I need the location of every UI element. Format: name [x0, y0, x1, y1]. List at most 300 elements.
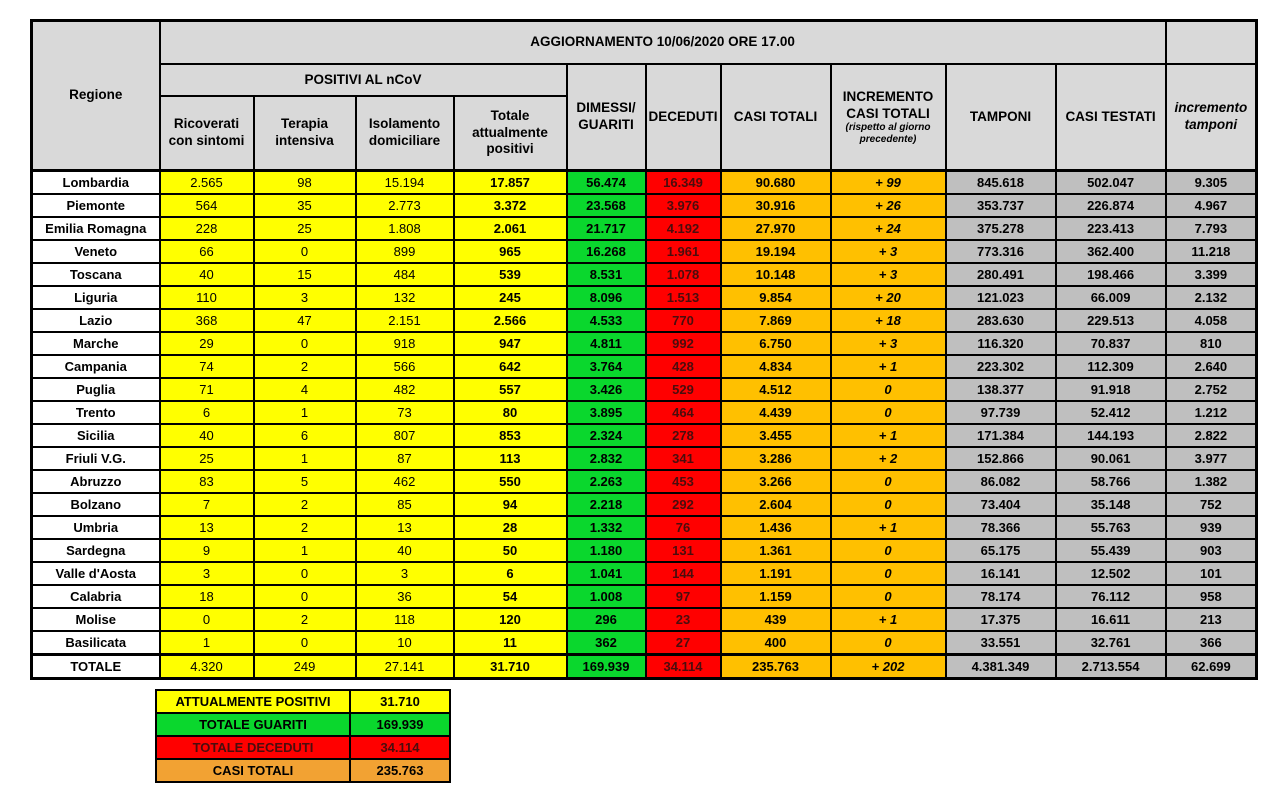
isolamento-value: 462	[356, 470, 454, 493]
casi-testati-value: 90.061	[1056, 447, 1166, 470]
dimessi-value: 23.568	[567, 194, 646, 217]
table-row	[32, 286, 1257, 309]
dimessi-value: 3.764	[567, 355, 646, 378]
ricoverati-value: 0	[160, 608, 254, 631]
incremento-tamponi-value: 2.640	[1166, 355, 1257, 378]
incremento-tamponi-value: 3.399	[1166, 263, 1257, 286]
ricoverati-value: 40	[160, 424, 254, 447]
deceduti-value: 1.513	[646, 286, 721, 309]
dimessi-value: 1.041	[567, 562, 646, 585]
table-row	[32, 309, 1257, 332]
incremento-tamponi-value: 3.977	[1166, 447, 1257, 470]
dimessi-guariti-header: DIMESSI/ GUARITI	[567, 64, 646, 171]
total-row	[32, 655, 1257, 679]
terapia-value: 0	[254, 585, 356, 608]
totale-positivi-value: 2.566	[454, 309, 567, 332]
totale-positivi-header: Totale attualmente positivi	[454, 96, 567, 171]
terapia-value: 47	[254, 309, 356, 332]
incremento-value: + 99	[831, 171, 946, 195]
casi-testati-value: 502.047	[1056, 171, 1166, 195]
positivi-group-header: POSITIVI AL nCoV	[160, 64, 567, 96]
legend-row-casi-totali	[156, 759, 450, 782]
casi-testati-value: 2.713.554	[1056, 655, 1166, 679]
table-row	[32, 378, 1257, 401]
incremento-tamponi-value: 939	[1166, 516, 1257, 539]
ricoverati-value: 13	[160, 516, 254, 539]
casi-testati-header: CASI TESTATI	[1056, 64, 1166, 171]
deceduti-value: 529	[646, 378, 721, 401]
region-name: Sicilia	[32, 424, 160, 447]
table-row	[32, 539, 1257, 562]
casi-totali-value: 6.750	[721, 332, 831, 355]
header-row-banner	[32, 21, 1257, 65]
dimessi-value: 56.474	[567, 171, 646, 195]
table-row	[32, 263, 1257, 286]
isolamento-value: 899	[356, 240, 454, 263]
casi-totali-value: 400	[721, 631, 831, 655]
totale-positivi-value: 80	[454, 401, 567, 424]
totale-positivi-value: 965	[454, 240, 567, 263]
casi-totali-value: 3.455	[721, 424, 831, 447]
dimessi-value: 1.008	[567, 585, 646, 608]
ricoverati-value: 83	[160, 470, 254, 493]
totale-positivi-value: 120	[454, 608, 567, 631]
incremento-value: + 1	[831, 355, 946, 378]
legend-label: CASI TOTALI	[156, 759, 350, 782]
region-name: Emilia Romagna	[32, 217, 160, 240]
terapia-value: 2	[254, 516, 356, 539]
totale-positivi-value: 853	[454, 424, 567, 447]
isolamento-value: 73	[356, 401, 454, 424]
casi-testati-value: 362.400	[1056, 240, 1166, 263]
incremento-value: 0	[831, 470, 946, 493]
legend-row-deceduti	[156, 736, 450, 759]
ricoverati-value: 1	[160, 631, 254, 655]
ricoverati-value: 564	[160, 194, 254, 217]
tamponi-header: TAMPONI	[946, 64, 1056, 171]
incremento-value: + 202	[831, 655, 946, 679]
legend-value: 169.939	[350, 713, 450, 736]
isolamento-value: 27.141	[356, 655, 454, 679]
isolamento-value: 3	[356, 562, 454, 585]
casi-testati-value: 52.412	[1056, 401, 1166, 424]
region-name: Veneto	[32, 240, 160, 263]
region-name: Basilicata	[32, 631, 160, 655]
incremento-casi-header	[831, 64, 946, 171]
casi-testati-value: 76.112	[1056, 585, 1166, 608]
totale-positivi-value: 54	[454, 585, 567, 608]
region-name: Friuli V.G.	[32, 447, 160, 470]
totale-positivi-value: 2.061	[454, 217, 567, 240]
terapia-value: 0	[254, 562, 356, 585]
incremento-value: + 18	[831, 309, 946, 332]
dimessi-value: 4.811	[567, 332, 646, 355]
casi-testati-value: 112.309	[1056, 355, 1166, 378]
totale-positivi-value: 6	[454, 562, 567, 585]
dimessi-value: 3.895	[567, 401, 646, 424]
casi-totali-value: 27.970	[721, 217, 831, 240]
dimessi-value: 296	[567, 608, 646, 631]
incremento-casi-note: (rispetto al giorno precedente)	[845, 122, 931, 145]
tamponi-value: 86.082	[946, 470, 1056, 493]
totale-positivi-value: 17.857	[454, 171, 567, 195]
terapia-value: 0	[254, 332, 356, 355]
ricoverati-value: 25	[160, 447, 254, 470]
deceduti-value: 428	[646, 355, 721, 378]
terapia-value: 15	[254, 263, 356, 286]
totale-positivi-value: 550	[454, 470, 567, 493]
terapia-value: 3	[254, 286, 356, 309]
tamponi-value: 78.366	[946, 516, 1056, 539]
ricoverati-value: 66	[160, 240, 254, 263]
incremento-value: + 3	[831, 240, 946, 263]
incremento-tamponi-value: 2.132	[1166, 286, 1257, 309]
region-name: Puglia	[32, 378, 160, 401]
incremento-tamponi-value: 2.752	[1166, 378, 1257, 401]
isolamento-value: 10	[356, 631, 454, 655]
region-name: Liguria	[32, 286, 160, 309]
ricoverati-value: 3	[160, 562, 254, 585]
deceduti-value: 992	[646, 332, 721, 355]
totale-positivi-value: 94	[454, 493, 567, 516]
incremento-tamponi-header: incremento tamponi	[1166, 64, 1257, 171]
incremento-value: + 2	[831, 447, 946, 470]
isolamento-value: 807	[356, 424, 454, 447]
casi-testati-value: 32.761	[1056, 631, 1166, 655]
deceduti-value: 453	[646, 470, 721, 493]
table-row	[32, 470, 1257, 493]
incremento-tamponi-value: 903	[1166, 539, 1257, 562]
casi-testati-value: 16.611	[1056, 608, 1166, 631]
table-row	[32, 516, 1257, 539]
incremento-tamponi-value: 11.218	[1166, 240, 1257, 263]
deceduti-value: 341	[646, 447, 721, 470]
isolamento-value: 918	[356, 332, 454, 355]
tamponi-value: 375.278	[946, 217, 1056, 240]
casi-totali-value: 3.266	[721, 470, 831, 493]
casi-totali-value: 4.834	[721, 355, 831, 378]
tamponi-value: 283.630	[946, 309, 1056, 332]
casi-testati-value: 223.413	[1056, 217, 1166, 240]
region-name: Umbria	[32, 516, 160, 539]
deceduti-value: 23	[646, 608, 721, 631]
totale-positivi-value: 539	[454, 263, 567, 286]
casi-testati-value: 55.439	[1056, 539, 1166, 562]
isolamento-value: 118	[356, 608, 454, 631]
ricoverati-value: 2.565	[160, 171, 254, 195]
casi-totali-value: 439	[721, 608, 831, 631]
isolamento-header: Isolamento domiciliare	[356, 96, 454, 171]
corner-empty-cell	[1166, 21, 1257, 65]
region-name: Abruzzo	[32, 470, 160, 493]
legend-label: TOTALE GUARITI	[156, 713, 350, 736]
dimessi-value: 2.263	[567, 470, 646, 493]
header-row-groups	[32, 64, 1257, 96]
isolamento-value: 132	[356, 286, 454, 309]
tamponi-value: 97.739	[946, 401, 1056, 424]
incremento-value: + 20	[831, 286, 946, 309]
legend-label: ATTUALMENTE POSITIVI	[156, 690, 350, 713]
casi-testati-value: 35.148	[1056, 493, 1166, 516]
incremento-tamponi-value: 62.699	[1166, 655, 1257, 679]
totale-positivi-value: 947	[454, 332, 567, 355]
deceduti-value: 131	[646, 539, 721, 562]
casi-testati-value: 66.009	[1056, 286, 1166, 309]
dimessi-value: 8.096	[567, 286, 646, 309]
tamponi-value: 152.866	[946, 447, 1056, 470]
summary-legend	[155, 689, 451, 783]
casi-totali-value: 90.680	[721, 171, 831, 195]
legend-value: 34.114	[350, 736, 450, 759]
region-name: Sardegna	[32, 539, 160, 562]
tamponi-value: 353.737	[946, 194, 1056, 217]
isolamento-value: 87	[356, 447, 454, 470]
region-name: TOTALE	[32, 655, 160, 679]
dimessi-value: 4.533	[567, 309, 646, 332]
casi-totali-value: 1.436	[721, 516, 831, 539]
terapia-value: 249	[254, 655, 356, 679]
deceduti-header: DECEDUTI	[646, 64, 721, 171]
incremento-value: + 1	[831, 516, 946, 539]
ricoverati-header: Ricoverati con sintomi	[160, 96, 254, 171]
table-row	[32, 493, 1257, 516]
incremento-tamponi-value: 810	[1166, 332, 1257, 355]
deceduti-value: 97	[646, 585, 721, 608]
totale-positivi-value: 113	[454, 447, 567, 470]
ricoverati-value: 71	[160, 378, 254, 401]
terapia-value: 2	[254, 608, 356, 631]
deceduti-value: 16.349	[646, 171, 721, 195]
region-name: Piemonte	[32, 194, 160, 217]
update-banner: AGGIORNAMENTO 10/06/2020 ORE 17.00	[160, 21, 1166, 65]
terapia-value: 1	[254, 539, 356, 562]
terapia-value: 2	[254, 355, 356, 378]
ricoverati-value: 18	[160, 585, 254, 608]
ricoverati-value: 6	[160, 401, 254, 424]
legend-value: 31.710	[350, 690, 450, 713]
ricoverati-value: 368	[160, 309, 254, 332]
deceduti-value: 3.976	[646, 194, 721, 217]
tamponi-value: 845.618	[946, 171, 1056, 195]
ricoverati-value: 110	[160, 286, 254, 309]
totale-positivi-value: 557	[454, 378, 567, 401]
incremento-value: + 26	[831, 194, 946, 217]
terapia-value: 35	[254, 194, 356, 217]
deceduti-value: 144	[646, 562, 721, 585]
dimessi-value: 2.832	[567, 447, 646, 470]
incremento-tamponi-value: 9.305	[1166, 171, 1257, 195]
tamponi-value: 17.375	[946, 608, 1056, 631]
terapia-value: 2	[254, 493, 356, 516]
incremento-tamponi-value: 101	[1166, 562, 1257, 585]
tamponi-value: 16.141	[946, 562, 1056, 585]
dimessi-value: 362	[567, 631, 646, 655]
casi-testati-value: 226.874	[1056, 194, 1166, 217]
incremento-value: 0	[831, 585, 946, 608]
tamponi-value: 121.023	[946, 286, 1056, 309]
deceduti-value: 278	[646, 424, 721, 447]
isolamento-value: 85	[356, 493, 454, 516]
incremento-casi-title: INCREMENTO CASI TOTALI	[842, 88, 934, 121]
isolamento-value: 2.151	[356, 309, 454, 332]
casi-testati-value: 91.918	[1056, 378, 1166, 401]
casi-totali-value: 1.361	[721, 539, 831, 562]
terapia-value: 4	[254, 378, 356, 401]
incremento-tamponi-value: 4.058	[1166, 309, 1257, 332]
table-row	[32, 217, 1257, 240]
isolamento-value: 482	[356, 378, 454, 401]
dimessi-value: 2.218	[567, 493, 646, 516]
casi-totali-value: 19.194	[721, 240, 831, 263]
casi-totali-header: CASI TOTALI	[721, 64, 831, 171]
deceduti-value: 1.078	[646, 263, 721, 286]
tamponi-value: 280.491	[946, 263, 1056, 286]
ricoverati-value: 74	[160, 355, 254, 378]
table-row	[32, 447, 1257, 470]
table-row	[32, 332, 1257, 355]
tamponi-value: 773.316	[946, 240, 1056, 263]
incremento-value: + 24	[831, 217, 946, 240]
table-row	[32, 240, 1257, 263]
tamponi-value: 223.302	[946, 355, 1056, 378]
casi-totali-value: 9.854	[721, 286, 831, 309]
region-name: Trento	[32, 401, 160, 424]
dimessi-value: 16.268	[567, 240, 646, 263]
incremento-tamponi-value: 958	[1166, 585, 1257, 608]
region-name: Molise	[32, 608, 160, 631]
tamponi-value: 33.551	[946, 631, 1056, 655]
table-row	[32, 424, 1257, 447]
casi-testati-value: 198.466	[1056, 263, 1166, 286]
ricoverati-value: 29	[160, 332, 254, 355]
totale-positivi-value: 3.372	[454, 194, 567, 217]
regione-header: Regione	[32, 21, 160, 171]
region-name: Lombardia	[32, 171, 160, 195]
terapia-intensiva-header: Terapia intensiva	[254, 96, 356, 171]
dimessi-value: 8.531	[567, 263, 646, 286]
ricoverati-value: 9	[160, 539, 254, 562]
totale-positivi-value: 31.710	[454, 655, 567, 679]
terapia-value: 1	[254, 447, 356, 470]
incremento-value: + 3	[831, 263, 946, 286]
casi-testati-value: 70.837	[1056, 332, 1166, 355]
dimessi-value: 169.939	[567, 655, 646, 679]
legend-value: 235.763	[350, 759, 450, 782]
region-name: Lazio	[32, 309, 160, 332]
legend-row-positivi	[156, 690, 450, 713]
table-row	[32, 631, 1257, 655]
table-row	[32, 401, 1257, 424]
incremento-value: 0	[831, 539, 946, 562]
incremento-tamponi-value: 1.212	[1166, 401, 1257, 424]
incremento-value: 0	[831, 631, 946, 655]
casi-totali-value: 3.286	[721, 447, 831, 470]
incremento-tamponi-value: 2.822	[1166, 424, 1257, 447]
tamponi-value: 65.175	[946, 539, 1056, 562]
terapia-value: 5	[254, 470, 356, 493]
isolamento-value: 484	[356, 263, 454, 286]
incremento-tamponi-value: 4.967	[1166, 194, 1257, 217]
terapia-value: 25	[254, 217, 356, 240]
covid-regions-table	[30, 19, 1258, 680]
table-row	[32, 585, 1257, 608]
deceduti-value: 27	[646, 631, 721, 655]
totale-positivi-value: 642	[454, 355, 567, 378]
terapia-value: 98	[254, 171, 356, 195]
table-row	[32, 171, 1257, 195]
dimessi-value: 1.332	[567, 516, 646, 539]
terapia-value: 0	[254, 240, 356, 263]
casi-testati-value: 144.193	[1056, 424, 1166, 447]
casi-testati-value: 12.502	[1056, 562, 1166, 585]
region-name: Campania	[32, 355, 160, 378]
incremento-value: 0	[831, 401, 946, 424]
isolamento-value: 1.808	[356, 217, 454, 240]
terapia-value: 1	[254, 401, 356, 424]
incremento-tamponi-value: 366	[1166, 631, 1257, 655]
incremento-value: 0	[831, 493, 946, 516]
isolamento-value: 13	[356, 516, 454, 539]
casi-totali-value: 4.512	[721, 378, 831, 401]
isolamento-value: 36	[356, 585, 454, 608]
totale-positivi-value: 50	[454, 539, 567, 562]
region-name: Marche	[32, 332, 160, 355]
ricoverati-value: 228	[160, 217, 254, 240]
incremento-value: 0	[831, 562, 946, 585]
isolamento-value: 566	[356, 355, 454, 378]
casi-testati-value: 55.763	[1056, 516, 1166, 539]
casi-testati-value: 229.513	[1056, 309, 1166, 332]
tamponi-value: 116.320	[946, 332, 1056, 355]
incremento-value: + 1	[831, 424, 946, 447]
legend-label: TOTALE DECEDUTI	[156, 736, 350, 759]
casi-testati-value: 58.766	[1056, 470, 1166, 493]
ricoverati-value: 4.320	[160, 655, 254, 679]
isolamento-value: 40	[356, 539, 454, 562]
table-row	[32, 355, 1257, 378]
totale-positivi-value: 245	[454, 286, 567, 309]
incremento-value: 0	[831, 378, 946, 401]
dimessi-value: 2.324	[567, 424, 646, 447]
table-row	[32, 608, 1257, 631]
table-body	[32, 171, 1257, 679]
terapia-value: 0	[254, 631, 356, 655]
dimessi-value: 1.180	[567, 539, 646, 562]
region-name: Toscana	[32, 263, 160, 286]
table-row	[32, 194, 1257, 217]
tamponi-value: 171.384	[946, 424, 1056, 447]
deceduti-value: 464	[646, 401, 721, 424]
incremento-value: + 1	[831, 608, 946, 631]
tamponi-value: 73.404	[946, 493, 1056, 516]
casi-totali-value: 2.604	[721, 493, 831, 516]
casi-totali-value: 10.148	[721, 263, 831, 286]
region-name: Bolzano	[32, 493, 160, 516]
incremento-value: + 3	[831, 332, 946, 355]
totale-positivi-value: 28	[454, 516, 567, 539]
casi-totali-value: 1.191	[721, 562, 831, 585]
totale-positivi-value: 11	[454, 631, 567, 655]
dimessi-value: 21.717	[567, 217, 646, 240]
incremento-tamponi-value: 752	[1166, 493, 1257, 516]
legend-row-guariti	[156, 713, 450, 736]
deceduti-value: 34.114	[646, 655, 721, 679]
isolamento-value: 15.194	[356, 171, 454, 195]
tamponi-value: 4.381.349	[946, 655, 1056, 679]
terapia-value: 6	[254, 424, 356, 447]
deceduti-value: 4.192	[646, 217, 721, 240]
table-row	[32, 562, 1257, 585]
